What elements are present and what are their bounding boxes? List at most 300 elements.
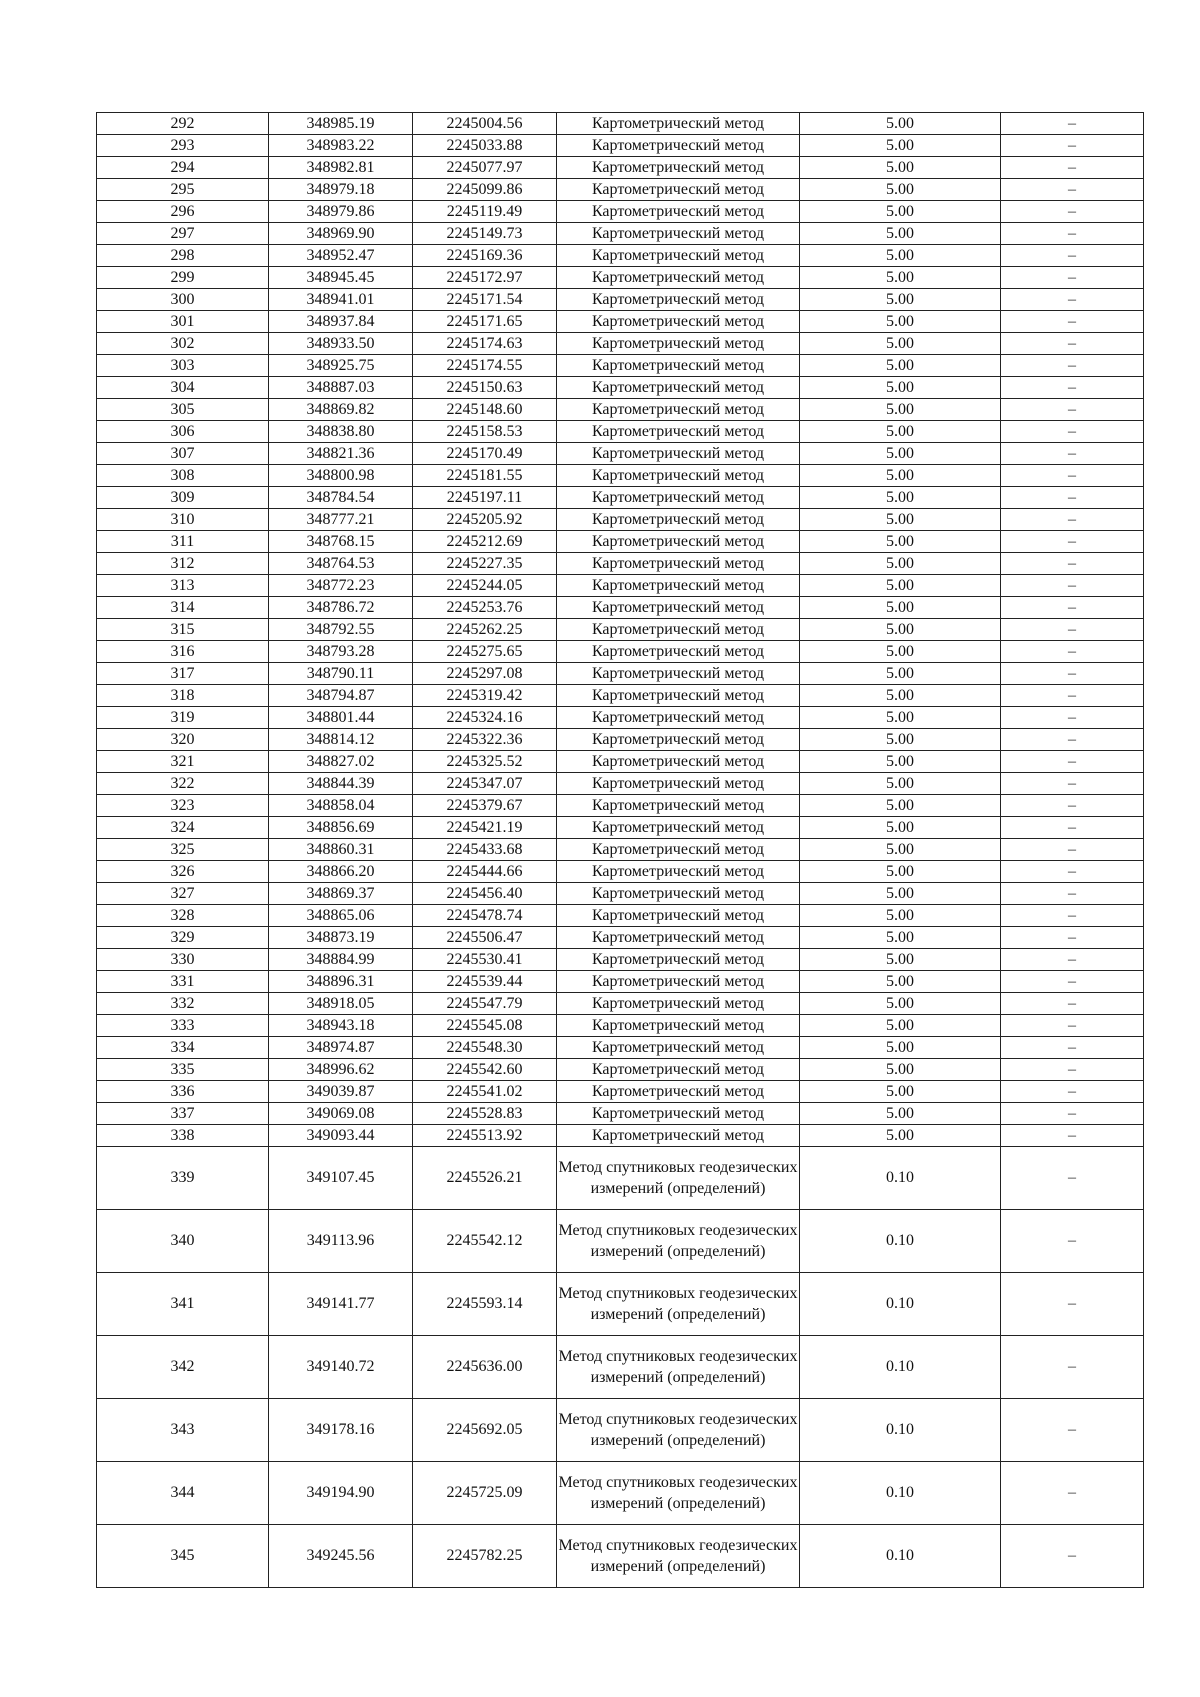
note-cell: – <box>1001 223 1144 245</box>
table-row <box>97 839 1144 861</box>
note-cell: – <box>1001 311 1144 333</box>
method-cell: Метод спутниковых геодезических измерений (определений) <box>557 1273 800 1336</box>
note-cell: – <box>1001 421 1144 443</box>
table-row <box>97 619 1144 641</box>
y-coordinate-cell: 2245548.30 <box>413 1037 557 1059</box>
y-coordinate-cell: 2245782.25 <box>413 1525 557 1588</box>
y-coordinate-cell: 2245033.88 <box>413 135 557 157</box>
point-number-cell: 301 <box>97 311 269 333</box>
accuracy-cell: 5.00 <box>800 1059 1001 1081</box>
point-number-cell: 327 <box>97 883 269 905</box>
accuracy-cell: 5.00 <box>800 773 1001 795</box>
accuracy-cell: 5.00 <box>800 685 1001 707</box>
accuracy-cell: 5.00 <box>800 399 1001 421</box>
x-coordinate-cell: 348856.69 <box>269 817 413 839</box>
method-cell: Картометрический метод <box>557 355 800 377</box>
method-cell: Картометрический метод <box>557 135 800 157</box>
note-cell: – <box>1001 729 1144 751</box>
note-cell: – <box>1001 1037 1144 1059</box>
table-row <box>97 487 1144 509</box>
point-number-cell: 314 <box>97 597 269 619</box>
note-cell: – <box>1001 619 1144 641</box>
accuracy-cell: 5.00 <box>800 795 1001 817</box>
point-number-cell: 319 <box>97 707 269 729</box>
point-number-cell: 325 <box>97 839 269 861</box>
point-number-cell: 339 <box>97 1147 269 1210</box>
note-cell: – <box>1001 949 1144 971</box>
point-number-cell: 304 <box>97 377 269 399</box>
accuracy-cell: 5.00 <box>800 1103 1001 1125</box>
note-cell: – <box>1001 553 1144 575</box>
point-number-cell: 343 <box>97 1399 269 1462</box>
y-coordinate-cell: 2245212.69 <box>413 531 557 553</box>
y-coordinate-cell: 2245528.83 <box>413 1103 557 1125</box>
table-row <box>97 245 1144 267</box>
x-coordinate-cell: 348827.02 <box>269 751 413 773</box>
point-number-cell: 297 <box>97 223 269 245</box>
accuracy-cell: 5.00 <box>800 883 1001 905</box>
note-cell: – <box>1001 465 1144 487</box>
x-coordinate-cell: 348943.18 <box>269 1015 413 1037</box>
note-cell: – <box>1001 1462 1144 1525</box>
accuracy-cell: 5.00 <box>800 553 1001 575</box>
accuracy-cell: 5.00 <box>800 1125 1001 1147</box>
method-cell: Картометрический метод <box>557 641 800 663</box>
table-row <box>97 465 1144 487</box>
accuracy-cell: 5.00 <box>800 157 1001 179</box>
y-coordinate-cell: 2245541.02 <box>413 1081 557 1103</box>
coordinates-table-body <box>97 113 1144 1588</box>
method-cell: Метод спутниковых геодезических измерений (определений) <box>557 1210 800 1273</box>
method-cell: Картометрический метод <box>557 1125 800 1147</box>
note-cell: – <box>1001 179 1144 201</box>
y-coordinate-cell: 2245150.63 <box>413 377 557 399</box>
method-cell: Картометрический метод <box>557 729 800 751</box>
note-cell: – <box>1001 135 1144 157</box>
note-cell: – <box>1001 795 1144 817</box>
accuracy-cell: 5.00 <box>800 993 1001 1015</box>
note-cell: – <box>1001 575 1144 597</box>
accuracy-cell: 5.00 <box>800 443 1001 465</box>
method-cell: Картометрический метод <box>557 883 800 905</box>
accuracy-cell: 5.00 <box>800 377 1001 399</box>
table-row <box>97 949 1144 971</box>
method-cell: Картометрический метод <box>557 993 800 1015</box>
y-coordinate-cell: 2245542.12 <box>413 1210 557 1273</box>
method-cell: Картометрический метод <box>557 1037 800 1059</box>
note-cell: – <box>1001 883 1144 905</box>
x-coordinate-cell: 349140.72 <box>269 1336 413 1399</box>
method-cell: Картометрический метод <box>557 113 800 135</box>
y-coordinate-cell: 2245148.60 <box>413 399 557 421</box>
y-coordinate-cell: 2245197.11 <box>413 487 557 509</box>
y-coordinate-cell: 2245444.66 <box>413 861 557 883</box>
table-row <box>97 113 1144 135</box>
table-row <box>97 355 1144 377</box>
method-cell: Картометрический метод <box>557 1103 800 1125</box>
point-number-cell: 316 <box>97 641 269 663</box>
accuracy-cell: 5.00 <box>800 135 1001 157</box>
method-cell: Картометрический метод <box>557 311 800 333</box>
x-coordinate-cell: 348945.45 <box>269 267 413 289</box>
y-coordinate-cell: 2245324.16 <box>413 707 557 729</box>
method-cell: Картометрический метод <box>557 949 800 971</box>
note-cell: – <box>1001 685 1144 707</box>
note-cell: – <box>1001 333 1144 355</box>
x-coordinate-cell: 348792.55 <box>269 619 413 641</box>
point-number-cell: 303 <box>97 355 269 377</box>
table-row <box>97 1336 1144 1399</box>
x-coordinate-cell: 348979.18 <box>269 179 413 201</box>
y-coordinate-cell: 2245275.65 <box>413 641 557 663</box>
point-number-cell: 311 <box>97 531 269 553</box>
x-coordinate-cell: 349039.87 <box>269 1081 413 1103</box>
x-coordinate-cell: 348790.11 <box>269 663 413 685</box>
note-cell: – <box>1001 641 1144 663</box>
x-coordinate-cell: 348865.06 <box>269 905 413 927</box>
y-coordinate-cell: 2245421.19 <box>413 817 557 839</box>
y-coordinate-cell: 2245725.09 <box>413 1462 557 1525</box>
method-cell: Картометрический метод <box>557 751 800 773</box>
table-row <box>97 773 1144 795</box>
y-coordinate-cell: 2245171.65 <box>413 311 557 333</box>
table-row <box>97 333 1144 355</box>
table-row <box>97 421 1144 443</box>
y-coordinate-cell: 2245545.08 <box>413 1015 557 1037</box>
table-row <box>97 971 1144 993</box>
accuracy-cell: 5.00 <box>800 465 1001 487</box>
x-coordinate-cell: 348985.19 <box>269 113 413 135</box>
table-row <box>97 399 1144 421</box>
method-cell: Картометрический метод <box>557 399 800 421</box>
x-coordinate-cell: 348772.23 <box>269 575 413 597</box>
x-coordinate-cell: 348784.54 <box>269 487 413 509</box>
table-row <box>97 707 1144 729</box>
x-coordinate-cell: 348860.31 <box>269 839 413 861</box>
y-coordinate-cell: 2245004.56 <box>413 113 557 135</box>
table-row <box>97 157 1144 179</box>
x-coordinate-cell: 348896.31 <box>269 971 413 993</box>
y-coordinate-cell: 2245319.42 <box>413 685 557 707</box>
method-cell: Картометрический метод <box>557 971 800 993</box>
note-cell: – <box>1001 245 1144 267</box>
y-coordinate-cell: 2245478.74 <box>413 905 557 927</box>
table-row <box>97 1037 1144 1059</box>
table-row <box>97 1210 1144 1273</box>
note-cell: – <box>1001 1125 1144 1147</box>
method-cell: Картометрический метод <box>557 465 800 487</box>
point-number-cell: 328 <box>97 905 269 927</box>
note-cell: – <box>1001 487 1144 509</box>
y-coordinate-cell: 2245205.92 <box>413 509 557 531</box>
y-coordinate-cell: 2245227.35 <box>413 553 557 575</box>
table-row <box>97 1525 1144 1588</box>
point-number-cell: 321 <box>97 751 269 773</box>
table-row <box>97 641 1144 663</box>
note-cell: – <box>1001 597 1144 619</box>
accuracy-cell: 5.00 <box>800 839 1001 861</box>
x-coordinate-cell: 348869.82 <box>269 399 413 421</box>
method-cell: Картометрический метод <box>557 839 800 861</box>
accuracy-cell: 5.00 <box>800 223 1001 245</box>
method-cell: Картометрический метод <box>557 553 800 575</box>
table-row <box>97 1147 1144 1210</box>
point-number-cell: 305 <box>97 399 269 421</box>
point-number-cell: 330 <box>97 949 269 971</box>
y-coordinate-cell: 2245174.55 <box>413 355 557 377</box>
method-cell: Картометрический метод <box>557 685 800 707</box>
x-coordinate-cell: 349245.56 <box>269 1525 413 1588</box>
table-row <box>97 1399 1144 1462</box>
x-coordinate-cell: 348983.22 <box>269 135 413 157</box>
note-cell: – <box>1001 707 1144 729</box>
table-row <box>97 377 1144 399</box>
y-coordinate-cell: 2245158.53 <box>413 421 557 443</box>
y-coordinate-cell: 2245347.07 <box>413 773 557 795</box>
note-cell: – <box>1001 157 1144 179</box>
note-cell: – <box>1001 663 1144 685</box>
table-row <box>97 135 1144 157</box>
x-coordinate-cell: 348800.98 <box>269 465 413 487</box>
note-cell: – <box>1001 1081 1144 1103</box>
table-row <box>97 179 1144 201</box>
note-cell: – <box>1001 773 1144 795</box>
note-cell: – <box>1001 1273 1144 1336</box>
point-number-cell: 299 <box>97 267 269 289</box>
x-coordinate-cell: 348873.19 <box>269 927 413 949</box>
y-coordinate-cell: 2245506.47 <box>413 927 557 949</box>
y-coordinate-cell: 2245297.08 <box>413 663 557 685</box>
method-cell: Картометрический метод <box>557 443 800 465</box>
accuracy-cell: 5.00 <box>800 927 1001 949</box>
y-coordinate-cell: 2245322.36 <box>413 729 557 751</box>
accuracy-cell: 5.00 <box>800 179 1001 201</box>
x-coordinate-cell: 348979.86 <box>269 201 413 223</box>
note-cell: – <box>1001 971 1144 993</box>
method-cell: Картометрический метод <box>557 1015 800 1037</box>
table-row <box>97 817 1144 839</box>
method-cell: Картометрический метод <box>557 905 800 927</box>
method-cell: Картометрический метод <box>557 575 800 597</box>
point-number-cell: 332 <box>97 993 269 1015</box>
x-coordinate-cell: 348933.50 <box>269 333 413 355</box>
y-coordinate-cell: 2245119.49 <box>413 201 557 223</box>
x-coordinate-cell: 349178.16 <box>269 1399 413 1462</box>
method-cell: Картометрический метод <box>557 707 800 729</box>
x-coordinate-cell: 348793.28 <box>269 641 413 663</box>
x-coordinate-cell: 348764.53 <box>269 553 413 575</box>
accuracy-cell: 0.10 <box>800 1210 1001 1273</box>
note-cell: – <box>1001 993 1144 1015</box>
method-cell: Картометрический метод <box>557 421 800 443</box>
accuracy-cell: 5.00 <box>800 729 1001 751</box>
method-cell: Картометрический метод <box>557 531 800 553</box>
accuracy-cell: 0.10 <box>800 1336 1001 1399</box>
accuracy-cell: 5.00 <box>800 597 1001 619</box>
accuracy-cell: 0.10 <box>800 1273 1001 1336</box>
point-number-cell: 344 <box>97 1462 269 1525</box>
y-coordinate-cell: 2245542.60 <box>413 1059 557 1081</box>
method-cell: Картометрический метод <box>557 487 800 509</box>
accuracy-cell: 0.10 <box>800 1462 1001 1525</box>
y-coordinate-cell: 2245149.73 <box>413 223 557 245</box>
accuracy-cell: 5.00 <box>800 421 1001 443</box>
method-cell: Картометрический метод <box>557 619 800 641</box>
method-cell: Картометрический метод <box>557 817 800 839</box>
accuracy-cell: 5.00 <box>800 1015 1001 1037</box>
method-cell: Картометрический метод <box>557 663 800 685</box>
point-number-cell: 293 <box>97 135 269 157</box>
x-coordinate-cell: 349093.44 <box>269 1125 413 1147</box>
accuracy-cell: 5.00 <box>800 641 1001 663</box>
y-coordinate-cell: 2245692.05 <box>413 1399 557 1462</box>
note-cell: – <box>1001 1399 1144 1462</box>
table-row <box>97 663 1144 685</box>
note-cell: – <box>1001 443 1144 465</box>
x-coordinate-cell: 349113.96 <box>269 1210 413 1273</box>
point-number-cell: 308 <box>97 465 269 487</box>
x-coordinate-cell: 349141.77 <box>269 1273 413 1336</box>
accuracy-cell: 5.00 <box>800 619 1001 641</box>
point-number-cell: 340 <box>97 1210 269 1273</box>
point-number-cell: 324 <box>97 817 269 839</box>
accuracy-cell: 5.00 <box>800 663 1001 685</box>
table-row <box>97 905 1144 927</box>
y-coordinate-cell: 2245513.92 <box>413 1125 557 1147</box>
point-number-cell: 313 <box>97 575 269 597</box>
y-coordinate-cell: 2245539.44 <box>413 971 557 993</box>
x-coordinate-cell: 348768.15 <box>269 531 413 553</box>
point-number-cell: 312 <box>97 553 269 575</box>
y-coordinate-cell: 2245636.00 <box>413 1336 557 1399</box>
note-cell: – <box>1001 1103 1144 1125</box>
x-coordinate-cell: 348982.81 <box>269 157 413 179</box>
table-row <box>97 1081 1144 1103</box>
x-coordinate-cell: 348996.62 <box>269 1059 413 1081</box>
accuracy-cell: 5.00 <box>800 509 1001 531</box>
table-row <box>97 575 1144 597</box>
method-cell: Картометрический метод <box>557 773 800 795</box>
x-coordinate-cell: 348918.05 <box>269 993 413 1015</box>
y-coordinate-cell: 2245171.54 <box>413 289 557 311</box>
accuracy-cell: 5.00 <box>800 245 1001 267</box>
table-row <box>97 223 1144 245</box>
table-row <box>97 311 1144 333</box>
note-cell: – <box>1001 267 1144 289</box>
x-coordinate-cell: 348866.20 <box>269 861 413 883</box>
table-row <box>97 685 1144 707</box>
point-number-cell: 296 <box>97 201 269 223</box>
x-coordinate-cell: 348925.75 <box>269 355 413 377</box>
x-coordinate-cell: 348821.36 <box>269 443 413 465</box>
point-number-cell: 342 <box>97 1336 269 1399</box>
point-number-cell: 292 <box>97 113 269 135</box>
note-cell: – <box>1001 1336 1144 1399</box>
table-row <box>97 443 1144 465</box>
point-number-cell: 322 <box>97 773 269 795</box>
accuracy-cell: 5.00 <box>800 707 1001 729</box>
point-number-cell: 345 <box>97 1525 269 1588</box>
x-coordinate-cell: 348801.44 <box>269 707 413 729</box>
note-cell: – <box>1001 377 1144 399</box>
method-cell: Картометрический метод <box>557 377 800 399</box>
table-row <box>97 883 1144 905</box>
accuracy-cell: 5.00 <box>800 817 1001 839</box>
accuracy-cell: 5.00 <box>800 1081 1001 1103</box>
accuracy-cell: 5.00 <box>800 487 1001 509</box>
x-coordinate-cell: 348974.87 <box>269 1037 413 1059</box>
method-cell: Картометрический метод <box>557 333 800 355</box>
y-coordinate-cell: 2245099.86 <box>413 179 557 201</box>
method-cell: Картометрический метод <box>557 289 800 311</box>
method-cell: Картометрический метод <box>557 179 800 201</box>
point-number-cell: 310 <box>97 509 269 531</box>
method-cell: Картометрический метод <box>557 267 800 289</box>
method-cell: Картометрический метод <box>557 245 800 267</box>
method-cell: Картометрический метод <box>557 223 800 245</box>
x-coordinate-cell: 348844.39 <box>269 773 413 795</box>
method-cell: Метод спутниковых геодезических измерений (определений) <box>557 1525 800 1588</box>
note-cell: – <box>1001 1015 1144 1037</box>
accuracy-cell: 5.00 <box>800 575 1001 597</box>
y-coordinate-cell: 2245253.76 <box>413 597 557 619</box>
accuracy-cell: 0.10 <box>800 1147 1001 1210</box>
method-cell: Картометрический метод <box>557 795 800 817</box>
point-number-cell: 315 <box>97 619 269 641</box>
accuracy-cell: 5.00 <box>800 289 1001 311</box>
y-coordinate-cell: 2245530.41 <box>413 949 557 971</box>
accuracy-cell: 5.00 <box>800 1037 1001 1059</box>
table-row <box>97 289 1144 311</box>
note-cell: – <box>1001 817 1144 839</box>
point-number-cell: 300 <box>97 289 269 311</box>
note-cell: – <box>1001 289 1144 311</box>
accuracy-cell: 0.10 <box>800 1399 1001 1462</box>
x-coordinate-cell: 348794.87 <box>269 685 413 707</box>
table-row <box>97 1103 1144 1125</box>
accuracy-cell: 5.00 <box>800 311 1001 333</box>
x-coordinate-cell: 348887.03 <box>269 377 413 399</box>
method-cell: Метод спутниковых геодезических измерений (определений) <box>557 1399 800 1462</box>
note-cell: – <box>1001 1210 1144 1273</box>
table-row <box>97 1273 1144 1336</box>
note-cell: – <box>1001 113 1144 135</box>
y-coordinate-cell: 2245456.40 <box>413 883 557 905</box>
table-row <box>97 729 1144 751</box>
accuracy-cell: 5.00 <box>800 861 1001 883</box>
table-row <box>97 267 1144 289</box>
point-number-cell: 331 <box>97 971 269 993</box>
note-cell: – <box>1001 531 1144 553</box>
method-cell: Картометрический метод <box>557 1081 800 1103</box>
y-coordinate-cell: 2245170.49 <box>413 443 557 465</box>
x-coordinate-cell: 348858.04 <box>269 795 413 817</box>
note-cell: – <box>1001 201 1144 223</box>
y-coordinate-cell: 2245433.68 <box>413 839 557 861</box>
note-cell: – <box>1001 1147 1144 1210</box>
y-coordinate-cell: 2245526.21 <box>413 1147 557 1210</box>
y-coordinate-cell: 2245593.14 <box>413 1273 557 1336</box>
table-row <box>97 795 1144 817</box>
x-coordinate-cell: 349194.90 <box>269 1462 413 1525</box>
y-coordinate-cell: 2245169.36 <box>413 245 557 267</box>
method-cell: Картометрический метод <box>557 597 800 619</box>
accuracy-cell: 5.00 <box>800 267 1001 289</box>
table-row <box>97 993 1144 1015</box>
table-row <box>97 1015 1144 1037</box>
y-coordinate-cell: 2245244.05 <box>413 575 557 597</box>
point-number-cell: 317 <box>97 663 269 685</box>
